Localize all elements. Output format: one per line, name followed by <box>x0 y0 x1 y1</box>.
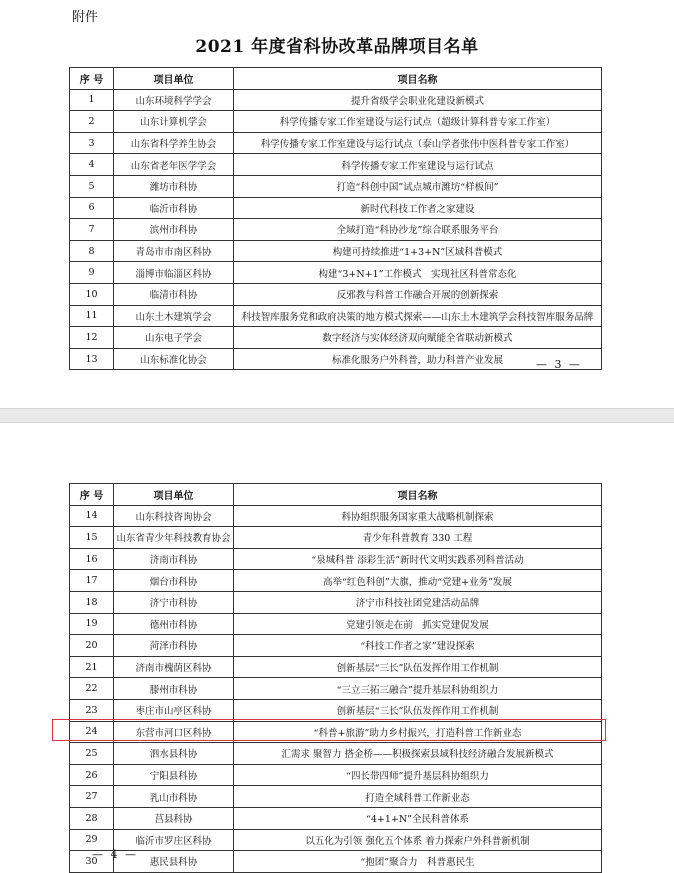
cell-name: “三立三拓三融合”提升基层科协组织力 <box>234 678 602 700</box>
cell-unit: 烟台市科协 <box>114 570 234 592</box>
cell-name: 打造全域科普工作新业态 <box>234 786 602 808</box>
table-row <box>70 743 602 765</box>
header-unit: 项目单位 <box>114 68 234 90</box>
cell-name: 高举“红色科创”大旗，推动“党建+业务”发展 <box>234 570 602 592</box>
cell-unit: 济宁市科协 <box>114 591 234 613</box>
table-row <box>70 591 602 613</box>
cell-unit: 滨州市科协 <box>114 219 234 241</box>
table-row <box>70 283 602 305</box>
cell-unit: 滕州市科协 <box>114 678 234 700</box>
cell-unit: 泗水县科协 <box>114 743 234 765</box>
table-row <box>70 807 602 829</box>
cell-unit: 惠民县科协 <box>114 851 234 873</box>
cell-no: 3 <box>70 132 114 154</box>
table-row <box>70 829 602 851</box>
table-row <box>70 348 602 370</box>
cell-unit: 菏泽市科协 <box>114 635 234 657</box>
cell-name: “科技工作者之家”建设探索 <box>234 635 602 657</box>
cell-unit: 山东标准化协会 <box>114 348 234 370</box>
table-row <box>70 240 602 262</box>
cell-name: 打造“科创中国”试点城市潍坊“样板间” <box>234 175 602 197</box>
cell-unit: 山东科技咨询协会 <box>114 505 234 527</box>
cell-no: 30 <box>70 851 114 873</box>
cell-unit: 山东环境科学学会 <box>114 89 234 111</box>
cell-name: “4+1+N”全民科普体系 <box>234 807 602 829</box>
header-name: 项目名称 <box>234 484 602 506</box>
cell-unit: 莒县科协 <box>114 807 234 829</box>
cell-name: 全域打造“科协沙龙”综合联系服务平台 <box>234 219 602 241</box>
cell-name: “抱团”聚合力 科普惠民生 <box>234 851 602 873</box>
cell-name: 新时代科技工作者之家建设 <box>234 197 602 219</box>
cell-name: 科协组织服务国家重大战略机制探索 <box>234 505 602 527</box>
cell-unit: 山东计算机学会 <box>114 111 234 133</box>
document-page-4 <box>0 423 674 869</box>
cell-no: 9 <box>70 262 114 284</box>
cell-no: 10 <box>70 283 114 305</box>
cell-name: 青少年科普教育 330 工程 <box>234 527 602 549</box>
header-unit: 项目单位 <box>114 484 234 506</box>
cell-name: “科普+旅游”助力乡村振兴，打造科普工作新业态 <box>234 721 602 743</box>
table-row <box>70 570 602 592</box>
cell-unit: 东营市河口区科协 <box>114 721 234 743</box>
table-row <box>70 175 602 197</box>
cell-no: 28 <box>70 807 114 829</box>
cell-unit: 济南市科协 <box>114 548 234 570</box>
cell-name: “泉城科普 添彩生活”新时代文明实践系列科普活动 <box>234 548 602 570</box>
cell-no: 22 <box>70 678 114 700</box>
table-row <box>70 678 602 700</box>
cell-no: 6 <box>70 197 114 219</box>
cell-unit: 山东电子学会 <box>114 327 234 349</box>
header-no: 序 号 <box>70 68 114 90</box>
cell-no: 12 <box>70 327 114 349</box>
cell-name: 汇需求 聚智力 搭金桥——积极探索县域科技经济融合发展新模式 <box>234 743 602 765</box>
cell-no: 29 <box>70 829 114 851</box>
table-row <box>70 111 602 133</box>
project-table-page-4 <box>69 483 602 873</box>
cell-no: 15 <box>70 527 114 549</box>
cell-no: 26 <box>70 764 114 786</box>
cell-unit: 山东省科学养生协会 <box>114 132 234 154</box>
table-row <box>70 635 602 657</box>
cell-no: 13 <box>70 348 114 370</box>
page-number: — 3 — <box>536 358 582 371</box>
cell-unit: 宁阳县科协 <box>114 764 234 786</box>
cell-name: 科技智库服务党和政府决策的地方模式探索——山东土木建筑学会科技智库服务品牌 <box>234 305 602 327</box>
table-row <box>70 656 602 678</box>
cell-no: 27 <box>70 786 114 808</box>
cell-unit: 山东土木建筑学会 <box>114 305 234 327</box>
cell-name: 科学传播专家工作室建设与运行试点（超级计算科普专家工作室） <box>234 111 602 133</box>
cell-no: 2 <box>70 111 114 133</box>
cell-unit: 青岛市市南区科协 <box>114 240 234 262</box>
table-row <box>70 699 602 721</box>
cell-name: 创新基层“三长”队伍发挥作用工作机制 <box>234 656 602 678</box>
table-row <box>70 197 602 219</box>
table-row <box>70 219 602 241</box>
table-body-page-4 <box>70 505 602 872</box>
cell-name: 提升省级学会职业化建设新模式 <box>234 89 602 111</box>
table-row <box>70 613 602 635</box>
cell-unit: 山东省青少年科技教育协会 <box>114 527 234 549</box>
header-no: 序 号 <box>70 484 114 506</box>
cell-name: 数字经济与实体经济双向赋能全省联动新模式 <box>234 327 602 349</box>
table-row <box>70 721 602 743</box>
cell-no: 5 <box>70 175 114 197</box>
cell-no: 1 <box>70 89 114 111</box>
cell-unit: 临清市科协 <box>114 283 234 305</box>
cell-no: 8 <box>70 240 114 262</box>
table-row <box>70 786 602 808</box>
table-body-page-3 <box>70 89 602 370</box>
cell-name: 构建“3+N+1”工作模式 实现社区科普常态化 <box>234 262 602 284</box>
cell-name: 科学传播专家工作室建设与运行试点 <box>234 154 602 176</box>
table-row <box>70 527 602 549</box>
cell-name: 构建可持续推进“1+3+N”区域科普模式 <box>234 240 602 262</box>
cell-no: 16 <box>70 548 114 570</box>
document-title: 2021 年度省科协改革品牌项目名单 <box>195 37 479 57</box>
cell-unit: 山东省老年医学学会 <box>114 154 234 176</box>
table-row <box>70 132 602 154</box>
table-row <box>70 262 602 284</box>
cell-name: 科学传播专家工作室建设与运行试点（泰山学者张伟中医科普专家工作室） <box>234 132 602 154</box>
attachment-label: 附件 <box>72 10 99 25</box>
cell-unit: 潍坊市科协 <box>114 175 234 197</box>
project-table-page-3 <box>69 67 602 370</box>
cell-unit: 乳山市科协 <box>114 786 234 808</box>
table-row <box>70 548 602 570</box>
table-row <box>70 327 602 349</box>
cell-name: 反邪教与科普工作融合开展的创新探索 <box>234 283 602 305</box>
cell-no: 23 <box>70 699 114 721</box>
table-header-row <box>70 484 602 506</box>
cell-no: 25 <box>70 743 114 765</box>
page-separator <box>0 408 674 423</box>
cell-no: 20 <box>70 635 114 657</box>
table-row <box>70 154 602 176</box>
cell-name: 标准化服务户外科普，助力科普产业发展 <box>234 348 602 370</box>
cell-no: 11 <box>70 305 114 327</box>
table-row <box>70 89 602 111</box>
cell-no: 14 <box>70 505 114 527</box>
cell-name: 以五化为引领 强化五个体系 着力探索户外科普新机制 <box>234 829 602 851</box>
cell-no: 7 <box>70 219 114 241</box>
table-header-row <box>70 68 602 90</box>
cell-unit: 枣庄市山亭区科协 <box>114 699 234 721</box>
cell-name: 创新基层“三长”队伍发挥作用工作机制 <box>234 699 602 721</box>
document-page-3 <box>0 0 674 408</box>
cell-unit: 德州市科协 <box>114 613 234 635</box>
cell-unit: 临沂市科协 <box>114 197 234 219</box>
cell-unit: 济南市槐荫区科协 <box>114 656 234 678</box>
cell-no: 24 <box>70 721 114 743</box>
page-number: — 4 — <box>92 848 138 861</box>
cell-name: “四长带四师”提升基层科协组织力 <box>234 764 602 786</box>
cell-unit: 临沂市罗庄区科协 <box>114 829 234 851</box>
cell-no: 21 <box>70 656 114 678</box>
cell-no: 19 <box>70 613 114 635</box>
cell-name: 党建引领走在前 抓实党建促发展 <box>234 613 602 635</box>
cell-name: 济宁市科技社团党建活动品牌 <box>234 591 602 613</box>
table-row <box>70 505 602 527</box>
cell-no: 17 <box>70 570 114 592</box>
table-row <box>70 764 602 786</box>
table-row <box>70 305 602 327</box>
cell-no: 18 <box>70 591 114 613</box>
header-name: 项目名称 <box>234 68 602 90</box>
cell-unit: 淄博市临淄区科协 <box>114 262 234 284</box>
cell-no: 4 <box>70 154 114 176</box>
